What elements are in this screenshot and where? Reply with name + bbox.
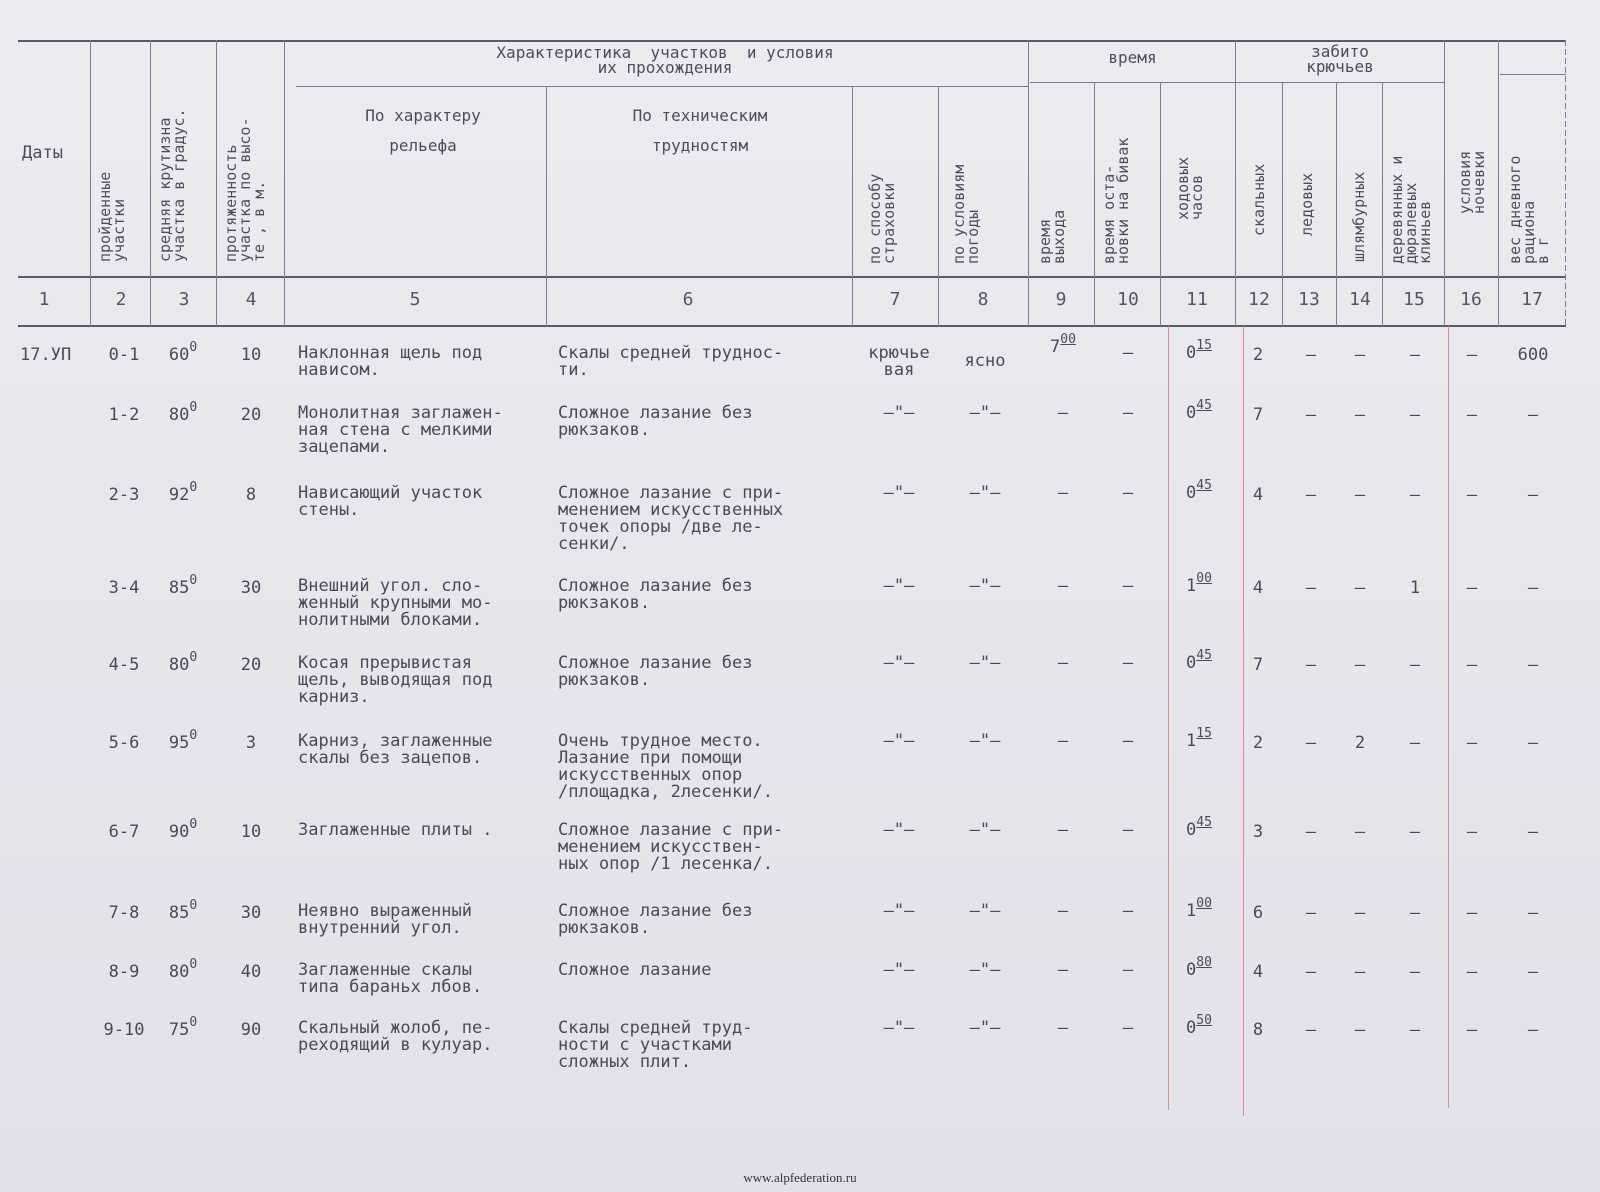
cell-ration: –: [1527, 903, 1539, 923]
cell-rock: 7: [1252, 405, 1264, 425]
header-bolts: шлямбурных: [1350, 171, 1368, 262]
cell-weather: –"–: [969, 403, 1001, 423]
cell-wedges: –: [1409, 1020, 1421, 1040]
cell-difficulty: Сложное лазание без рюкзаков.: [558, 403, 753, 440]
header-sections: пройденные участки: [96, 171, 128, 262]
cell-night: –: [1466, 1020, 1478, 1040]
cell-bolts: –: [1354, 405, 1366, 425]
cell-departure: –: [1057, 483, 1069, 503]
column-number: 1: [38, 289, 50, 310]
col-divider: [1160, 82, 1161, 326]
cell-departure: –: [1057, 901, 1069, 921]
cell-section: 7-8: [108, 903, 140, 923]
cell-rock: 2: [1252, 733, 1264, 753]
header-by-belay: по способу страховки: [866, 173, 898, 264]
cell-angle: $85^0$: [168, 898, 198, 923]
col-divider: [546, 86, 547, 326]
cell-angle: $75^0$: [168, 1015, 198, 1040]
pitons-group-rule: [1236, 82, 1444, 83]
cell-difficulty: Скалы средней труд- ности с участками сложных плит.: [558, 1018, 753, 1072]
header-ice: ледовых: [1298, 172, 1316, 236]
column-number: 11: [1186, 289, 1208, 310]
column-number: 5: [409, 289, 421, 310]
header-steepness: средняя крутизна участка в градус.: [156, 108, 188, 262]
cell-rock: 2: [1252, 345, 1264, 365]
cell-length: 20: [240, 655, 262, 675]
cell-wedges: –: [1409, 903, 1421, 923]
cell-ice: –: [1305, 485, 1317, 505]
cell-ice: –: [1305, 903, 1317, 923]
cell-angle: $95^0$: [168, 728, 198, 753]
cell-bolts: –: [1354, 578, 1366, 598]
cell-weather: –"–: [969, 653, 1001, 673]
cell-bivouac-stop: –: [1122, 960, 1134, 980]
cell-walking-hours: $0^{45}$: [1186, 648, 1212, 673]
header-walking-hours: ходовых часов: [1174, 156, 1206, 220]
cell-angle: $80^0$: [168, 400, 198, 425]
cell-bivouac-stop: –: [1122, 343, 1134, 363]
cell-section: 9-10: [103, 1020, 145, 1040]
cell-night: –: [1466, 485, 1478, 505]
header-wedges: деревянных и дюралевых клиньев: [1388, 155, 1434, 264]
cell-section: 8-9: [108, 962, 140, 982]
cell-bivouac-stop: –: [1122, 901, 1134, 921]
cell-belay: –"–: [883, 653, 915, 673]
cell-section: 1-2: [108, 405, 140, 425]
cell-night: –: [1466, 655, 1478, 675]
cell-ration: –: [1527, 655, 1539, 675]
cell-relief: Косая прерывистая щель, выводящая под карниз.: [298, 653, 493, 707]
cell-walking-hours: $0^{15}$: [1186, 338, 1212, 363]
cell-relief: Карниз, заглаженные скалы без зацепов.: [298, 731, 493, 768]
cell-bolts: –: [1354, 822, 1366, 842]
cell-weather: –"–: [969, 731, 1001, 751]
header-departure: время выхода: [1036, 209, 1068, 264]
column-number: 14: [1349, 289, 1371, 310]
cell-weather: –"–: [969, 483, 1001, 503]
cell-wedges: –: [1409, 345, 1421, 365]
cell-bolts: –: [1354, 655, 1366, 675]
cell-night: –: [1466, 578, 1478, 598]
cell-wedges: –: [1409, 655, 1421, 675]
col-divider: [216, 40, 217, 326]
col-divider: [852, 86, 853, 326]
cell-ice: –: [1305, 962, 1317, 982]
column-number: 3: [178, 289, 190, 310]
ration-group-rule: [1500, 74, 1566, 75]
cell-ration: –: [1527, 822, 1539, 842]
colnum-bottom-rule: [18, 325, 1566, 327]
cell-bivouac-stop: –: [1122, 1018, 1134, 1038]
cell-relief: Неявно выраженный внутренний угол.: [298, 901, 472, 938]
cell-difficulty: Сложное лазание без рюкзаков.: [558, 901, 753, 938]
header-time: время: [1108, 48, 1157, 67]
column-number: 13: [1298, 289, 1320, 310]
cell-difficulty: Скалы средней труднос- ти.: [558, 343, 784, 380]
cell-weather: ясно: [964, 351, 1006, 371]
cell-wedges: –: [1409, 405, 1421, 425]
cell-weather: –"–: [969, 960, 1001, 980]
cell-length: 30: [240, 578, 262, 598]
cell-weather: –"–: [969, 1018, 1001, 1038]
col-divider: [1565, 40, 1566, 326]
cell-relief: Заглаженные скалы типа бараньх лбов.: [298, 960, 483, 997]
cell-departure: –: [1057, 1018, 1069, 1038]
column-number: 10: [1117, 289, 1139, 310]
cell-angle: $80^0$: [168, 650, 198, 675]
cell-difficulty: Очень трудное место. Лазание при помощи искусственных опор /площадка, 2лесенки/.: [558, 731, 773, 802]
header-by-weather: по условиям погоды: [950, 164, 982, 264]
column-number: 6: [682, 289, 694, 310]
cell-night: –: [1466, 733, 1478, 753]
cell-bolts: 2: [1354, 733, 1366, 753]
cell-weather: –"–: [969, 576, 1001, 596]
cell-weather: –"–: [969, 820, 1001, 840]
cell-bivouac-stop: –: [1122, 576, 1134, 596]
cell-walking-hours: $0^{45}$: [1186, 398, 1212, 423]
header-bottom-rule: [18, 276, 1566, 278]
cell-ice: –: [1305, 822, 1317, 842]
cell-difficulty: Сложное лазание с при- менением искусственных точек опоры /две ле- сенки/.: [558, 483, 784, 554]
cell-angle: $60^0$: [168, 340, 198, 365]
cell-belay: –"–: [883, 731, 915, 751]
cell-walking-hours: $0^{45}$: [1186, 815, 1212, 840]
cell-rock: 7: [1252, 655, 1264, 675]
cell-ice: –: [1305, 345, 1317, 365]
cell-section: 3-4: [108, 578, 140, 598]
cell-ice: –: [1305, 578, 1317, 598]
cell-night: –: [1466, 903, 1478, 923]
header-pitons-driven: забито крючьев: [1306, 42, 1374, 76]
header-by-relief: По характеру рельефа: [365, 106, 481, 155]
cell-length: 8: [245, 485, 257, 505]
column-number: 4: [245, 289, 257, 310]
cell-angle: $92^0$: [168, 480, 198, 505]
cell-section: 5-6: [108, 733, 140, 753]
cell-length: 10: [240, 345, 262, 365]
col-divider: [1498, 40, 1499, 326]
cell-rock: 3: [1252, 822, 1264, 842]
time-group-rule: [1030, 82, 1235, 83]
header-characteristics: Характеристика участков и условия их прохождения: [496, 43, 834, 77]
cell-rock: 4: [1252, 485, 1264, 505]
cell-difficulty: Сложное лазание без рюкзаков.: [558, 576, 753, 613]
cell-bolts: –: [1354, 345, 1366, 365]
cell-rock: 4: [1252, 578, 1264, 598]
cell-bivouac-stop: –: [1122, 653, 1134, 673]
header-length: протяженность участка по высо- те , в м.: [222, 117, 268, 262]
cell-night: –: [1466, 822, 1478, 842]
cell-bivouac-stop: –: [1122, 820, 1134, 840]
cell-length: 3: [245, 733, 257, 753]
cell-relief: Внешний угол. сло- женный крупными мо- нолитными блоками.: [298, 576, 493, 630]
red-margin-line: [1243, 326, 1244, 1116]
cell-section: 4-5: [108, 655, 140, 675]
cell-ration: –: [1527, 405, 1539, 425]
cell-rock: 4: [1252, 962, 1264, 982]
col-divider: [1235, 40, 1236, 326]
cell-night: –: [1466, 345, 1478, 365]
cell-section: 6-7: [108, 822, 140, 842]
cell-ration: –: [1527, 733, 1539, 753]
cell-walking-hours: $0^{50}$: [1186, 1013, 1212, 1038]
cell-length: 40: [240, 962, 262, 982]
red-margin-line: [1448, 326, 1449, 1108]
cell-difficulty: Сложное лазание без рюкзаков.: [558, 653, 753, 690]
cell-section: 2-3: [108, 485, 140, 505]
cell-walking-hours: $1^{00}$: [1186, 571, 1212, 596]
cell-length: 20: [240, 405, 262, 425]
cell-length: 10: [240, 822, 262, 842]
cell-walking-hours: $1^{00}$: [1186, 896, 1212, 921]
cell-departure: –: [1057, 820, 1069, 840]
cell-belay: –"–: [883, 403, 915, 423]
cell-relief: Наклонная щель под нависом.: [298, 343, 483, 380]
cell-ice: –: [1305, 405, 1317, 425]
col-divider: [1028, 40, 1029, 326]
cell-ration: –: [1527, 1020, 1539, 1040]
cell-bolts: –: [1354, 903, 1366, 923]
cell-night: –: [1466, 962, 1478, 982]
cell-ration: –: [1527, 578, 1539, 598]
col-divider: [1094, 82, 1095, 326]
cell-wedges: 1: [1409, 578, 1421, 598]
cell-walking-hours: $1^{15}$: [1186, 726, 1212, 751]
cell-bolts: –: [1354, 962, 1366, 982]
cell-wedges: –: [1409, 485, 1421, 505]
cell-section: 0-1: [108, 345, 140, 365]
cell-difficulty: Сложное лазание с при- менением искусствен- ных опор /1 лесенка/.: [558, 820, 784, 874]
cell-angle: $85^0$: [168, 573, 198, 598]
column-number: 16: [1460, 289, 1482, 310]
header-rock: скальных: [1250, 163, 1268, 236]
column-number: 8: [977, 289, 989, 310]
column-number: 17: [1521, 289, 1543, 310]
cell-departure: $7^{00}$: [1050, 332, 1076, 357]
cell-walking-hours: $0^{45}$: [1186, 478, 1212, 503]
characteristics-group-rule: [296, 86, 1029, 87]
cell-ration: –: [1527, 485, 1539, 505]
column-number: 7: [889, 289, 901, 310]
cell-departure: –: [1057, 576, 1069, 596]
cell-departure: –: [1057, 403, 1069, 423]
cell-wedges: –: [1409, 733, 1421, 753]
column-number: 12: [1248, 289, 1270, 310]
header-by-difficulty: По техническим трудностям: [632, 106, 768, 155]
header-night-conditions: условия ночевки: [1456, 150, 1488, 214]
cell-length: 90: [240, 1020, 262, 1040]
cell-date: 17.УП: [20, 345, 72, 365]
column-number: 9: [1055, 289, 1067, 310]
header-bivouac-stop: время оста- новки на бивак: [1100, 137, 1132, 264]
cell-relief: Нависающий участок стены.: [298, 483, 483, 520]
cell-rock: 8: [1252, 1020, 1264, 1040]
cell-relief: Заглаженные плиты .: [298, 820, 493, 840]
cell-walking-hours: $0^{80}$: [1186, 955, 1212, 980]
col-divider: [150, 40, 151, 326]
cell-bivouac-stop: –: [1122, 403, 1134, 423]
cell-belay: крючье вая: [868, 343, 930, 380]
cell-relief: Монолитная заглажен- ная стена с мелкими зацепами.: [298, 403, 503, 457]
cell-rock: 6: [1252, 903, 1264, 923]
cell-night: –: [1466, 405, 1478, 425]
cell-ration: 600: [1517, 345, 1549, 365]
red-margin-line: [1168, 326, 1169, 1110]
cell-belay: –"–: [883, 576, 915, 596]
cell-wedges: –: [1409, 962, 1421, 982]
cell-bivouac-stop: –: [1122, 731, 1134, 751]
cell-departure: –: [1057, 731, 1069, 751]
header-dates: Даты: [22, 143, 63, 163]
cell-bolts: –: [1354, 485, 1366, 505]
col-divider: [938, 86, 939, 326]
cell-wedges: –: [1409, 822, 1421, 842]
cell-belay: –"–: [883, 901, 915, 921]
col-divider: [90, 40, 91, 326]
cell-departure: –: [1057, 960, 1069, 980]
cell-angle: $90^0$: [168, 817, 198, 842]
cell-relief: Скальный жолоб, пе- реходящий в кулуар.: [298, 1018, 493, 1055]
cell-difficulty: Сложное лазание: [558, 960, 712, 980]
cell-belay: –"–: [883, 820, 915, 840]
cell-ice: –: [1305, 1020, 1317, 1040]
cell-length: 30: [240, 903, 262, 923]
cell-ice: –: [1305, 655, 1317, 675]
cell-belay: –"–: [883, 960, 915, 980]
col-divider: [1444, 40, 1445, 326]
cell-bivouac-stop: –: [1122, 483, 1134, 503]
column-number: 2: [115, 289, 127, 310]
column-number: 15: [1403, 289, 1425, 310]
cell-weather: –"–: [969, 901, 1001, 921]
cell-ice: –: [1305, 733, 1317, 753]
col-divider: [284, 40, 285, 326]
cell-departure: –: [1057, 653, 1069, 673]
header-ration-weight: вес дневного рациона в г: [1506, 155, 1552, 264]
cell-belay: –"–: [883, 1018, 915, 1038]
cell-ration: –: [1527, 962, 1539, 982]
footer-url: www.alpfederation.ru: [743, 1170, 857, 1185]
cell-belay: –"–: [883, 483, 915, 503]
cell-angle: $80^0$: [168, 957, 198, 982]
cell-bolts: –: [1354, 1020, 1366, 1040]
